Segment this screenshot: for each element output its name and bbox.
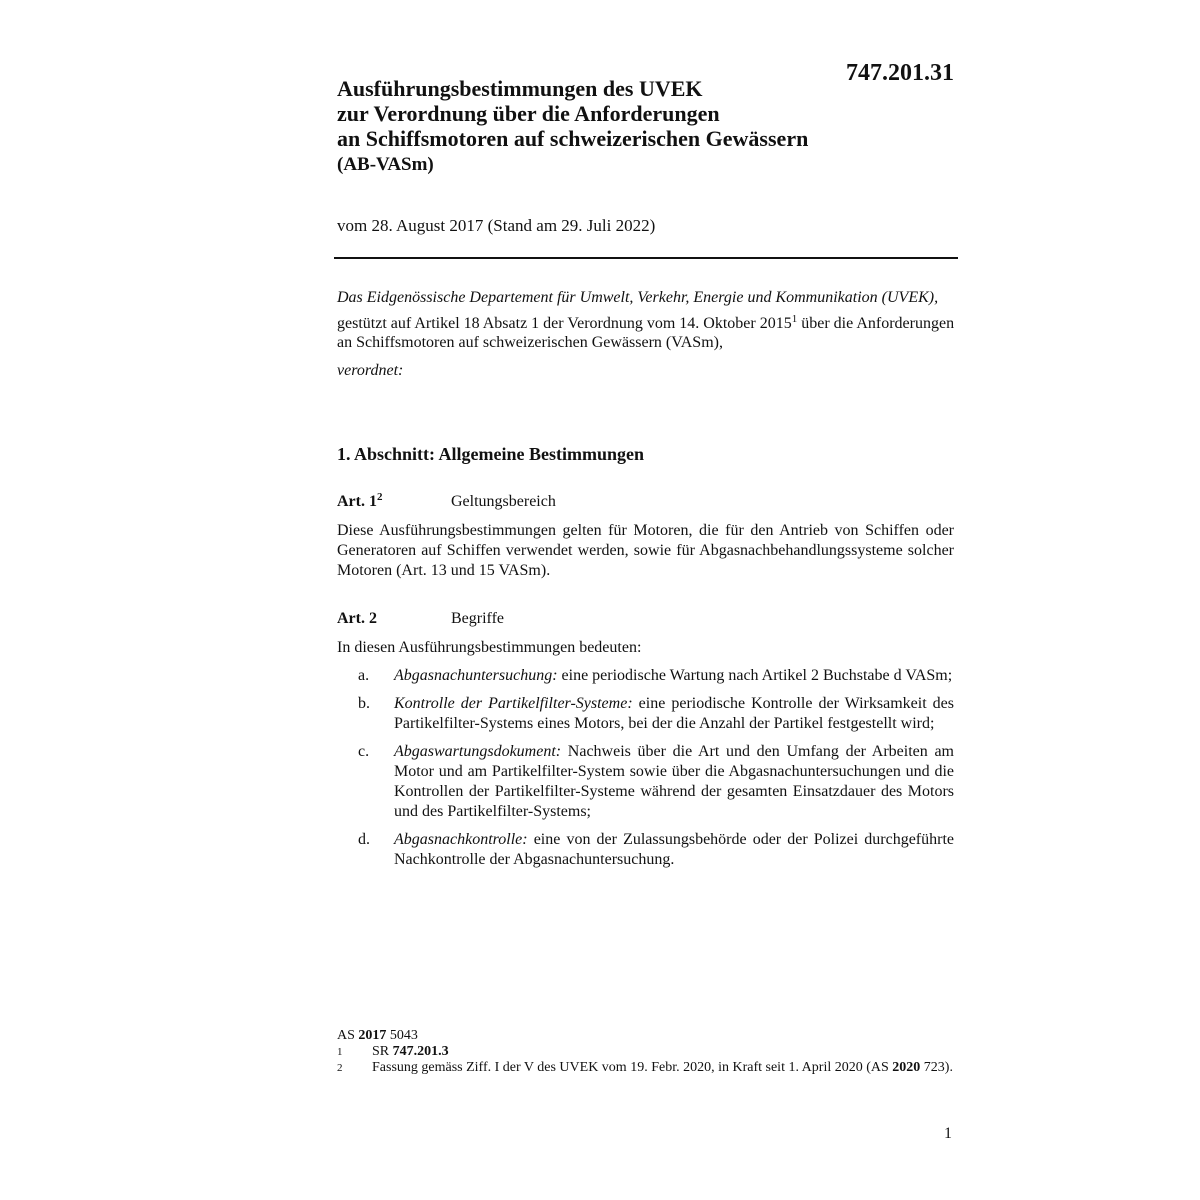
footnote-text: Fassung gemäss Ziff. I der V des UVEK vom 19. Febr. 2020, in Kraft seit 1. April 2020 (AS 2020 723). <box>372 1060 953 1075</box>
list-item-body <box>394 694 954 734</box>
list-item-body <box>394 666 954 686</box>
list-item <box>337 666 954 686</box>
list-letter: d. <box>358 831 370 848</box>
definition-text: eine von der Zulassungsbehörde oder der Polizei durchgeführte Nachkontrolle der Abgasnachuntersuchung. <box>394 831 954 868</box>
definition-term: Abgasnachuntersuchung: <box>394 667 558 684</box>
article-2-heading <box>337 610 504 628</box>
footnote-1 <box>337 1044 957 1060</box>
footnote-number: 2 <box>337 1062 343 1074</box>
article-1-heading <box>337 493 556 511</box>
footnote-text: SR 747.201.3 <box>372 1044 449 1059</box>
definition-text: eine periodische Kontrolle der Wirksamkeit des Partikelfilter-Systems eines Motors, bei der die Anzahl der Partikel festgestellt wird; <box>394 695 954 732</box>
footnote-ref-1[interactable]: 1 <box>791 313 798 325</box>
list-item-body <box>394 742 954 822</box>
section-heading: 1. Abschnitt: Allgemeine Bestimmungen <box>337 444 645 464</box>
footnote-2 <box>337 1060 957 1076</box>
article-1-text: Diese Ausführungsbestimmungen gelten für Motoren, die für den Antrieb von Schiffen oder Generatoren auf Schiffen verwendet werden, sowie für Abgasnachbehandlungssysteme solcher Motoren (Art. 13 und 15 VASm). <box>337 522 954 579</box>
page-number: 1 <box>944 1125 952 1142</box>
document-title <box>337 76 897 151</box>
list-item <box>337 694 954 734</box>
definition-term: Kontrolle der Partikelfilter-Systeme: <box>394 695 633 712</box>
list-item <box>337 742 954 822</box>
list-letter: b. <box>358 695 370 712</box>
title-line: zur Verordnung über die Anforderungen <box>337 101 720 126</box>
preamble-decree: verordnet: <box>337 362 404 379</box>
article-title: Begriffe <box>451 610 505 627</box>
document-abbreviation: (AB-VASm) <box>337 154 434 175</box>
preamble-legal-basis <box>337 314 957 352</box>
preamble-issuer: Das Eidgenössische Departement für Umwelt, Verkehr, Energie und Kommunikation (UVEK), <box>337 289 939 306</box>
legal-basis-text-cont: über die Anforderungen an Schiffsmotoren auf schweizerischen Gewässern (VASm), <box>337 315 955 351</box>
definition-text: Nachweis über die Art und den Umfang der Arbeiten am Motor und am Partikelfilter-System sowie über die Abgasnachuntersuchungen und die Kontrollen der Partikelfilter-Systeme während der gesamten Einsatzdauer des Motors und des Partikelfilter-Systems; <box>394 743 954 820</box>
title-line: Ausführungsbestimmungen des UVEK <box>337 76 703 101</box>
list-item-body <box>394 830 954 870</box>
footnote-number: 1 <box>337 1046 343 1058</box>
article-label: Art. 2 <box>337 610 377 627</box>
title-line: an Schiffsmotoren auf schweizerischen Gewässern <box>337 126 809 151</box>
list-letter: c. <box>358 743 370 760</box>
preamble <box>337 288 957 380</box>
list-item <box>337 830 954 870</box>
article-2-intro: In diesen Ausführungsbestimmungen bedeuten: <box>337 639 642 656</box>
footnote-ref-2[interactable]: 2 <box>376 491 383 503</box>
sr-number: 747.201.31 <box>846 60 954 86</box>
definition-text: eine periodische Wartung nach Artikel 2 Buchstabe d VASm; <box>557 667 953 684</box>
list-letter: a. <box>358 667 370 684</box>
article-title: Geltungsbereich <box>451 493 556 510</box>
title-divider <box>334 257 958 259</box>
article-label: Art. $1^2$ <box>337 491 383 510</box>
footnotes <box>337 1028 957 1076</box>
document-date: vom 28. August 2017 (Stand am 29. Juli 2022) <box>337 216 656 235</box>
legal-basis-text: gestützt auf Artikel 18 Absatz 1 der Verordnung vom 14. Oktober 2015 <box>337 315 792 332</box>
definition-term: Abgaswartungsdokument: <box>394 743 562 760</box>
definitions-list <box>337 666 954 878</box>
official-collection-ref: AS 2017 5043 <box>337 1028 418 1043</box>
definition-term: Abgasnachkontrolle: <box>394 831 528 848</box>
